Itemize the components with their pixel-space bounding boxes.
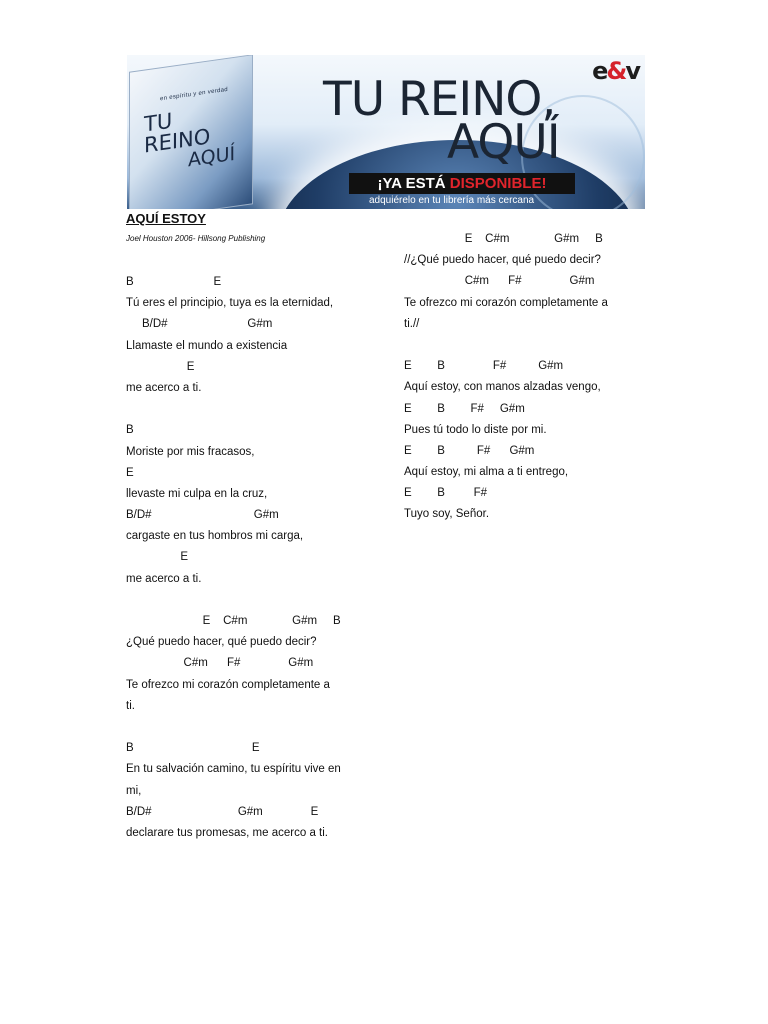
lyric-line: E <box>126 551 188 564</box>
lyrics-column-right <box>404 229 644 526</box>
lyric-line <box>126 590 366 611</box>
lyric-line: E C#m G#m B <box>126 615 341 627</box>
lyric-line: ti.// <box>404 317 420 330</box>
lyric-line: //¿Qué puedo hacer, qué puedo decir? <box>404 254 601 267</box>
banner-title <box>323 72 573 170</box>
logo-e: e <box>592 57 607 85</box>
lyric-line: B <box>126 424 134 437</box>
banner-title-line1: TU REINO, <box>323 72 556 127</box>
lyric-line: C#m F# G#m <box>404 275 595 288</box>
album-cover-title-line2: AQUÍ <box>188 142 236 172</box>
promo-text: ¡YA ESTÁ <box>377 175 450 192</box>
promo-subtext: adquiérelo en tu librería más cercana <box>369 195 535 206</box>
lyric-line: E B F# G#m <box>404 360 564 373</box>
lyric-line: declarare tus promesas, me acerco a ti. <box>126 826 328 839</box>
lyric-line: Llamaste el mundo a existencia <box>126 339 288 352</box>
album-cover-title <box>144 101 244 178</box>
lyric-line: B/D# G#m <box>126 318 273 331</box>
lyric-line: En tu salvación camino, tu espíritu vive en <box>126 763 341 776</box>
lyric-line: Te ofrezco mi corazón completamente a <box>126 678 330 691</box>
banner-title-line2: AQUÍ <box>447 115 560 170</box>
lyric-line: Tuyo soy, Señor. <box>404 508 490 521</box>
album-cover-title-line1: TU REINO <box>144 108 211 158</box>
availability-badge <box>349 173 575 194</box>
album-banner <box>127 55 645 209</box>
lyric-line <box>126 717 366 738</box>
album-cover-subtitle: en espíritu y en verdad <box>160 86 228 103</box>
lyric-line: cargaste en tus hombros mi carga, <box>126 530 304 543</box>
lyric-line: llevaste mi culpa en la cruz, <box>126 487 268 500</box>
lyric-line <box>126 399 366 420</box>
lyric-line: E <box>126 466 134 479</box>
lyric-line: me acerco a ti. <box>126 572 202 585</box>
lyric-line: E <box>126 360 195 373</box>
lyric-line: B/D# G#m E <box>126 805 319 818</box>
lyric-line: E B F# <box>404 487 488 500</box>
publisher-logo <box>592 57 639 85</box>
logo-ampersand: & <box>606 57 626 85</box>
album-cover <box>129 55 253 209</box>
lyric-line: E B F# G#m <box>404 402 525 415</box>
lyric-line: B E <box>126 276 222 288</box>
logo-v: v <box>625 57 639 85</box>
lyric-line: Moriste por mis fracasos, <box>126 445 255 458</box>
lyric-line: me acerco a ti. <box>126 381 202 394</box>
lyric-line: Aquí estoy, con manos alzadas vengo, <box>404 381 601 394</box>
lyric-line: B E <box>126 742 260 755</box>
song-credit: Joel Houston 2006- Hillsong Publishing <box>126 234 266 243</box>
lyric-line: E C#m G#m B <box>404 233 603 245</box>
lyric-line: ¿Qué puedo hacer, qué puedo decir? <box>126 636 317 649</box>
lyric-line: C#m F# G#m <box>126 657 314 670</box>
lyric-line: Aquí estoy, mi alma a ti entrego, <box>404 466 569 479</box>
lyric-line: Tú eres el principio, tuya es la eternidad, <box>126 297 334 310</box>
lyric-line: Te ofrezco mi corazón completamente a <box>404 296 608 309</box>
promo-highlight: DISPONIBLE! <box>449 175 547 192</box>
lyric-line <box>404 335 644 356</box>
lyric-line: mi, <box>126 784 142 797</box>
song-title: AQUÍ ESTOY <box>126 211 206 226</box>
lyric-line: E B F# G#m <box>404 444 535 457</box>
lyrics-column-left <box>126 272 366 844</box>
lyric-line: Pues tú todo lo diste por mi. <box>404 423 547 436</box>
lyric-line: B/D# G#m <box>126 509 279 522</box>
lyric-line: ti. <box>126 699 135 712</box>
